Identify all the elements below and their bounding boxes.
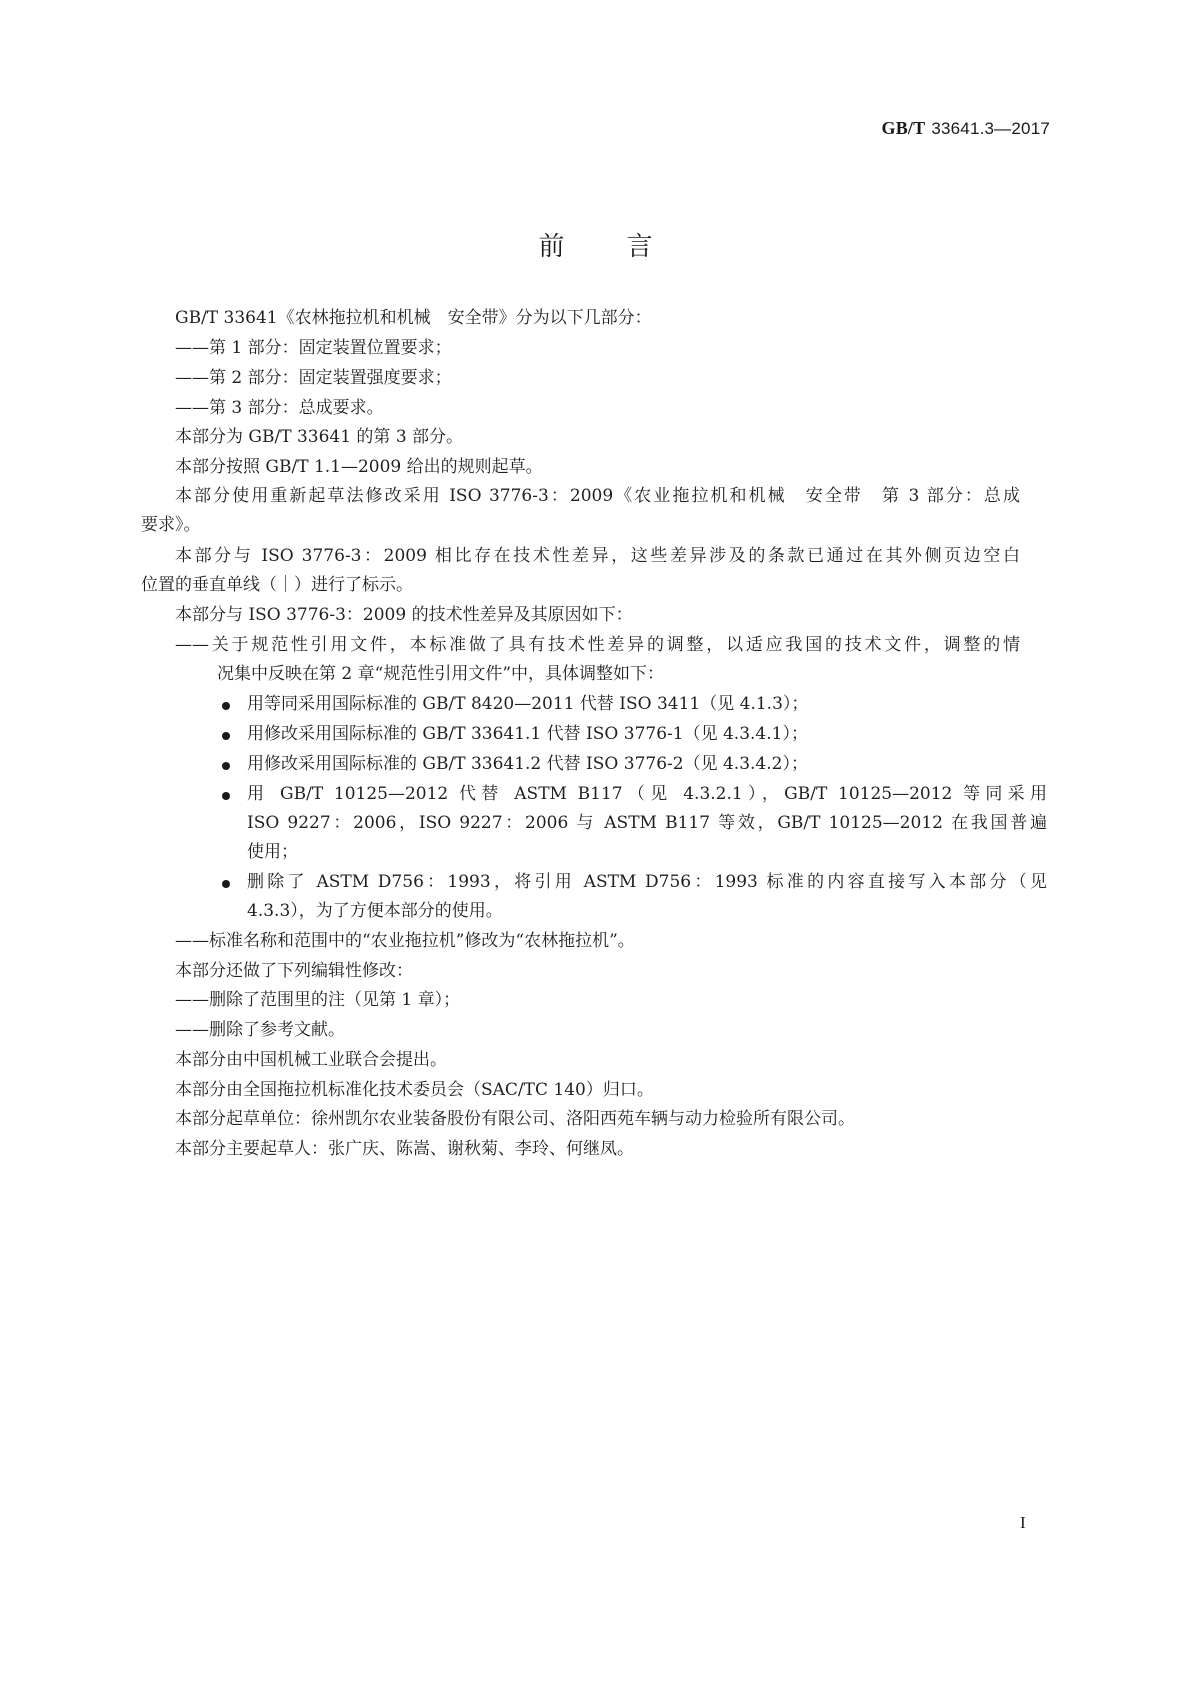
- page-number: I: [1020, 1513, 1026, 1532]
- paragraph-adoption-line-1: 本部分使用重新起草法修改采用 ISO 3776-3：2009《农业拖拉机和机械 安全带 第 3 部分：总成: [175, 486, 1020, 506]
- bullet-item-astm-d756-line-2: 4.3.3），为了方便本部分的使用。: [247, 901, 503, 921]
- paragraph-drafting-organizations: 本部分起草单位：徐州凯尔农业装备股份有限公司、洛阳西苑车辆与动力检验所有限公司。: [175, 1109, 855, 1129]
- paragraph-differences-reasons: 本部分与 ISO 3776-3：2009 的技术性差异及其原因如下：: [175, 605, 633, 625]
- paragraph-adoption-line-2: 要求》。: [141, 515, 201, 535]
- page-title-char-2: 言: [626, 232, 653, 262]
- paragraph-drafters: 本部分主要起草人：张广庆、陈嵩、谢秋菊、李玲、何继凤。: [175, 1139, 634, 1159]
- list-item-part-1: ——第 1 部分：固定装置位置要求；: [175, 338, 452, 358]
- list-item-part-2: ——第 2 部分：固定装置强度要求；: [175, 368, 452, 388]
- list-item-normative-refs-line-1: ——关于规范性引用文件，本标准做了具有技术性差异的调整，以适应我国的技术文件，调整的情: [175, 635, 1020, 655]
- bullet-item-gbt-10125-line-3: 使用；: [247, 842, 298, 862]
- bullet-item-gbt-10125-line-2: ISO 9227：2006，ISO 9227：2006 与 ASTM B117 等效，GB/T 10125—2012 在我国普遍: [247, 813, 1047, 833]
- bullet-icon: [222, 702, 230, 710]
- bullet-icon: [222, 792, 230, 800]
- list-item-part-3: ——第 3 部分：总成要求。: [175, 398, 384, 418]
- bullet-item-gbt-33641-2: 用修改采用国际标准的 GB/T 33641.2 代替 ISO 3776-2（见 4.3.4.2）；: [247, 754, 808, 774]
- bullet-item-astm-d756-line-1: 删除了 ASTM D756：1993，将引用 ASTM D756：1993 标准的内容直接写入本部分（见: [247, 872, 1047, 892]
- paragraph-part-statement: 本部分为 GB/T 33641 的第 3 部分。: [175, 427, 464, 447]
- paragraph-editorial-changes: 本部分还做了下列编辑性修改：: [175, 961, 413, 981]
- paragraph-parts-intro: GB/T 33641《农林拖拉机和机械 安全带》分为以下几部分：: [175, 308, 652, 328]
- bullet-item-gbt-8420: 用等同采用国际标准的 GB/T 8420—2011 代替 ISO 3411（见 4.1.3）；: [247, 694, 809, 714]
- bullet-icon: [222, 762, 230, 770]
- bullet-item-gbt-33641-1: 用修改采用国际标准的 GB/T 33641.1 代替 ISO 3776-1（见 4.3.4.1）；: [247, 724, 808, 744]
- paragraph-differences-line-1: 本部分与 ISO 3776-3：2009 相比存在技术性差异，这些差异涉及的条款已通过在其外侧页边空白: [175, 546, 1020, 566]
- bullet-icon: [222, 880, 230, 888]
- paragraph-drafting-rules: 本部分按照 GB/T 1.1—2009 给出的规则起草。: [175, 457, 543, 477]
- list-item-normative-refs-line-2: 况集中反映在第 2 章“规范性引用文件”中，具体调整如下：: [217, 664, 665, 684]
- list-item-delete-bibliography: ——删除了参考文献。: [175, 1020, 345, 1040]
- paragraph-differences-line-2: 位置的垂直单线（｜）进行了标示。: [141, 575, 413, 595]
- standard-prefix: GB/T: [881, 118, 926, 138]
- page-title-char-1: 前: [538, 232, 565, 262]
- list-item-delete-note: ——删除了范围里的注（见第 1 章）；: [175, 990, 461, 1010]
- bullet-item-gbt-10125-line-1: 用 GB/T 10125—2012 代替 ASTM B117（见 4.3.2.1），GB/T 10125—2012 等同采用: [247, 784, 1047, 804]
- list-item-title-change: ——标准名称和范围中的“农业拖拉机”修改为“农林拖拉机”。: [175, 931, 635, 951]
- bullet-icon: [222, 732, 230, 740]
- standard-number: 33641.3—2017: [931, 119, 1050, 138]
- page-header: [882, 118, 1051, 139]
- paragraph-responsible-committee: 本部分由全国拖拉机标准化技术委员会（SAC/TC 140）归口。: [175, 1080, 654, 1100]
- paragraph-proposed-by: 本部分由中国机械工业联合会提出。: [175, 1050, 447, 1070]
- page-title: [0, 226, 1191, 263]
